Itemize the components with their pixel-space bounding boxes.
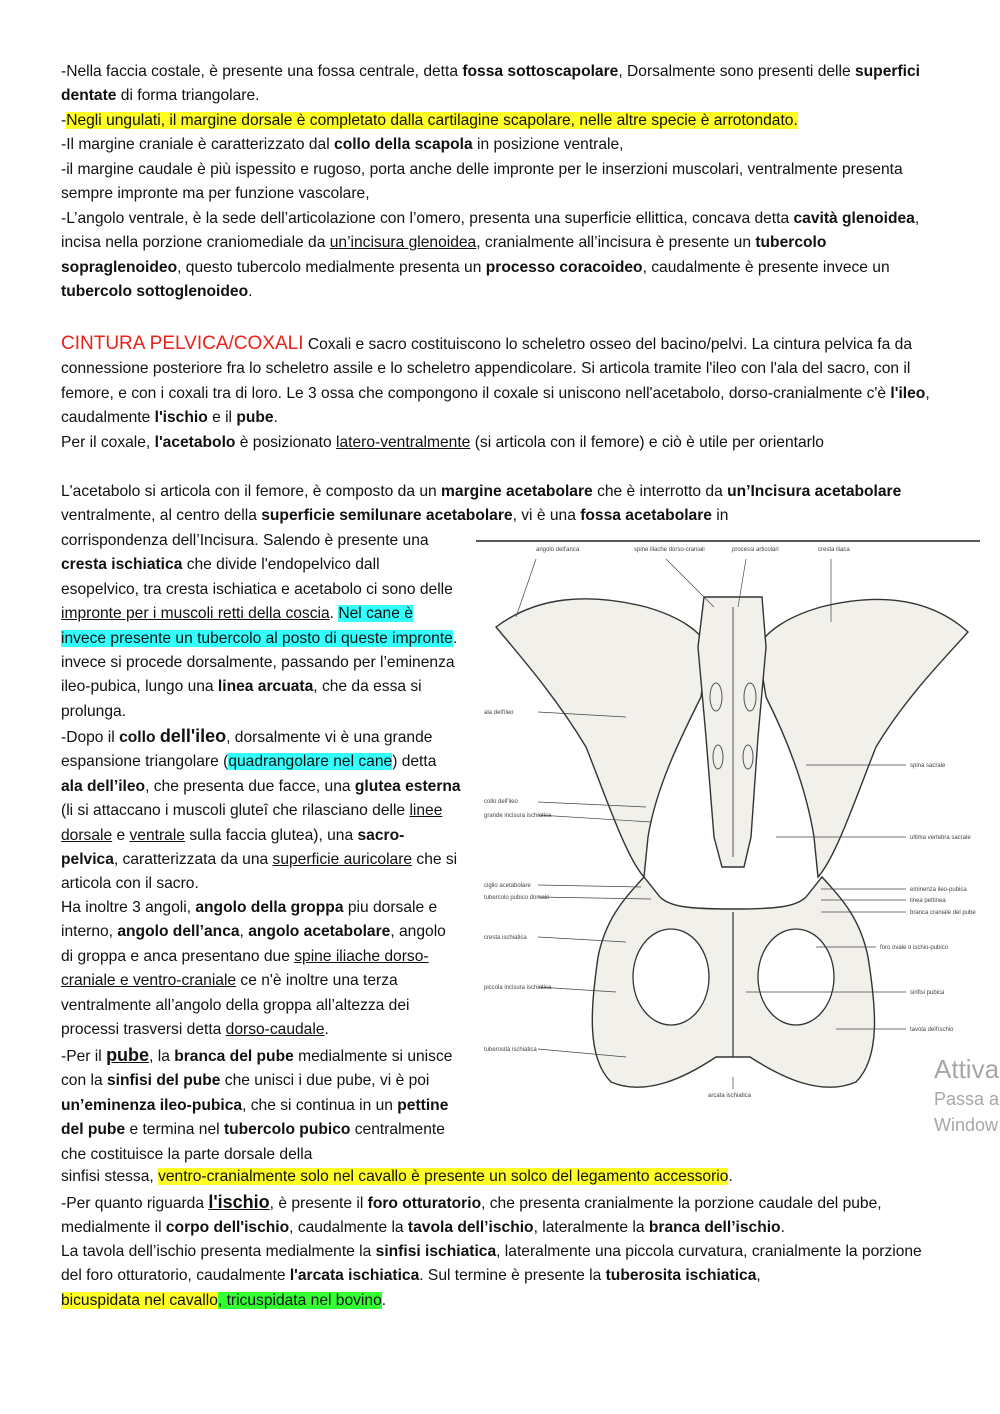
text: , caratterizzata da una: [113, 851, 273, 869]
label-right7: sinfisi pubica: [910, 990, 945, 996]
text: Ha inoltre 3 angoli,: [61, 899, 196, 916]
text: , che da essa si prolunga.: [61, 678, 422, 720]
text: medialmente si unisce con la: [61, 1048, 453, 1090]
paragraph-scapola-1: [61, 60, 937, 109]
text: piu dorsale e interno,: [61, 899, 438, 941]
term-glutea-esterna: glutea esterna: [354, 777, 461, 795]
paragraph-angoli: [61, 896, 461, 1042]
text: , è presente il: [269, 1195, 368, 1212]
label-right2: ultima vertebra sacrale: [910, 835, 971, 841]
text: in posizione ventrale,: [472, 136, 624, 153]
paragraph-ala-ileo: [61, 724, 461, 897]
label-right3: eminenza ileo-pubica: [910, 887, 967, 893]
text: Coxali e sacro costituiscono lo scheletro osseo del bacino/pelvi. La cintura pelvica fa da connessione posteriore fra lo scheletro assile e lo scheletro appendicolare. Si articola tramite l'ileo con l'ala del sacro, con il femore, e con i coxali tra di loro. Le 3 ossa che compongono il coxale si uniscono nell'acetabolo, dorso-cranialmente c'è: [61, 336, 912, 402]
text: , Dorsalmente sono presenti delle: [618, 63, 855, 80]
text: , che presenta cranialmente la porzione caudale del pube, medialmente il: [61, 1195, 882, 1237]
term-tubercolo-pubico: tubercolo pubico: [223, 1121, 351, 1139]
text: in: [711, 507, 729, 525]
watermark-line-2: Passa a: [934, 1089, 1000, 1109]
text: . Sul termine è presente la: [419, 1267, 606, 1285]
text: , che presenta due facce, una: [145, 777, 355, 795]
paragraph-scapola-3: [61, 133, 937, 157]
label-top4: cresta iliaca: [818, 547, 850, 553]
text: , vi è una: [512, 507, 581, 525]
term-corpo-ischio: corpo dell'ischio: [165, 1219, 290, 1237]
text: , dorsalmente vi è una grande espansione triangolare (: [61, 729, 433, 771]
term-ischio: l'ischio: [154, 409, 208, 427]
term-margine-acetabolare: margine acetabolare: [441, 483, 593, 500]
highlight-yellow: bicuspidata nel cavallo: [61, 1292, 218, 1309]
label-left2: collo dell'ileo: [484, 799, 518, 805]
term-angolo-acetabolare: angolo acetabolare: [248, 923, 391, 941]
text: ) detta: [392, 753, 437, 771]
term-ileo: l'ileo: [890, 384, 926, 402]
paragraph-cintura-1: [61, 332, 937, 431]
text: -Per il: [61, 1048, 107, 1065]
term-angolo-groppa: angolo della groppa: [195, 899, 344, 916]
watermark-line-1: Attiva: [934, 1054, 1000, 1084]
text: sulla faccia glutea), una: [184, 826, 358, 844]
term-linea-arcuata: linea arcuata: [217, 678, 314, 696]
text: .: [248, 283, 253, 301]
label-bottom1: arcata ischiatica: [708, 1093, 752, 1099]
term-superfici-dentate: superfici dentate: [61, 63, 920, 105]
text: , caudalmente la: [289, 1219, 408, 1237]
pelvis-bones: [496, 597, 968, 1087]
text: , lateralmente una piccola curvatura, cranialmente la porzione del foro otturatorio, caudalmente: [61, 1243, 922, 1285]
label-right5: branca craniale del pube: [910, 910, 976, 916]
text: che si articola con il sacro.: [61, 851, 458, 893]
term-eminenza-ileo-pubica: un’eminenza ileo-pubica: [61, 1096, 243, 1114]
watermark-line-3: Window: [934, 1115, 999, 1135]
term-tubercolo-sopraglenoideo: tubercolo sopraglenoideo: [61, 234, 827, 276]
text: . invece si procede dorsalmente, passando per l’eminenza ileo-pubica, lungo una: [61, 629, 458, 696]
text: -L’angolo ventrale, è la sede dell’articolazione con l’omero, presenta una superficie ellittica, concava detta: [61, 210, 794, 227]
term-superficie-auricolare: superficie auricolare: [272, 851, 413, 869]
label-left3: grande incisura ischiatica: [484, 813, 552, 819]
text: .: [329, 605, 339, 623]
highlight-yellow: ventro-cranialmente solo nel cavallo è presente un solco del legamento accessorio: [158, 1168, 729, 1185]
term-foro-otturatorio: foro otturatorio: [367, 1195, 482, 1212]
label-right4: linea pettinea: [910, 898, 946, 904]
text: , che si continua in un: [242, 1096, 398, 1114]
paragraph-ischio: [61, 1190, 937, 1241]
term-cresta-ischiatica: cresta ischiatica: [61, 556, 183, 574]
text: centralmente che costituisce la parte dorsale della: [61, 1121, 445, 1163]
term-processo-coracoideo: processo coracoideo: [485, 258, 643, 276]
term-angolo-anca: angolo dell’anca: [117, 923, 240, 941]
text: sinfisi stessa,: [61, 1168, 159, 1185]
section-title: CINTURA PELVICA/COXALI: [61, 333, 304, 354]
text: , cranialmente all’incisura è presente un: [476, 234, 756, 252]
term-tubercolo-sottoglenoideo: tubercolo sottoglenoideo: [61, 283, 249, 301]
text: che unisci i due pube, vi è poi: [220, 1072, 430, 1090]
text: ,: [239, 923, 249, 941]
term-acetabolo: l'acetabolo: [154, 434, 236, 451]
text: .: [273, 409, 278, 427]
sacrum: [698, 597, 766, 867]
text: -Il margine craniale è caratterizzato dal: [61, 136, 335, 153]
paragraph-cintura-2: [61, 431, 937, 455]
term-incisura-acetabolare: un’Incisura acetabolare: [727, 483, 902, 500]
text: -Per quanto riguarda: [61, 1195, 209, 1212]
term-ala-ileo: ala dell’ileo: [61, 777, 146, 795]
text: e il: [207, 409, 237, 427]
label-left5: tubercolo pubico dorsale: [484, 895, 550, 901]
right-obturator-foramen: [758, 929, 834, 1025]
label-top3: processi articolari: [732, 547, 779, 553]
term-spine-iliache: spine iliache dorso-craniale e ventro-craniale: [61, 947, 429, 990]
text: , lateralmente la: [533, 1219, 649, 1237]
left-ilium: [496, 599, 708, 877]
term-tavola-ischio: tavola dell’ischio: [407, 1219, 534, 1237]
term-ventrale: ventrale: [129, 826, 185, 844]
text: , la: [149, 1048, 175, 1065]
highlight-green: , tricuspidata nel bovino: [217, 1292, 382, 1309]
text: La tavola dell’ischio presenta medialmente la: [61, 1243, 376, 1260]
paragraph-scapola-4: -il margine caudale è più ispessito e rugoso, porta anche delle impronte per le inserzioni muscolari, ventralmente presenta sempre impronte ma per funzione vascolare,: [61, 161, 903, 203]
term-superficie-semilunare: superficie semilunare acetabolare: [261, 507, 513, 525]
term-latero-ventralmente: latero-ventralmente: [336, 434, 471, 451]
term-collo-scapola: collo della scapola: [334, 136, 473, 153]
label-left8: tuberosità ischiatica: [484, 1047, 537, 1053]
term-tuberosita-ischiatica: tuberosita ischiatica: [605, 1267, 757, 1285]
text: , caudalmente: [61, 384, 930, 427]
paragraph-cuspidi: [61, 1289, 937, 1313]
text: (si articola con il femore) e ciò è utile per orientarlo: [470, 434, 824, 451]
label-left4: ciglio acetabolare: [484, 883, 531, 889]
term-dorso-caudale: dorso-caudale: [225, 1021, 325, 1039]
text: -: [61, 112, 67, 129]
term-linee-dorsale: linee dorsale: [61, 802, 443, 844]
label-left6: cresta ischiatica: [484, 935, 527, 941]
text: .: [381, 1292, 387, 1309]
paragraph-acetabolo: [61, 480, 937, 529]
term-sacro-pelvica: sacro-pelvica: [61, 826, 405, 869]
text: , questo tubercolo medialmente presenta un: [177, 258, 486, 276]
term-pube: pube: [106, 1045, 150, 1065]
text: Per il coxale,: [61, 434, 155, 451]
label-top1: angolo dell'anca: [536, 547, 580, 553]
label-right1: spina sacrale: [910, 763, 946, 769]
text: che è interrotto da: [592, 483, 728, 500]
paragraph-scapola-5: [61, 207, 937, 305]
paragraph-pube: [61, 1043, 461, 1167]
term-branca-pube: branca del pube: [174, 1048, 294, 1065]
text: ce n'è inoltre una terza ventralmente all’angolo della groppa all’altezza dei processi trasversi detta: [61, 972, 410, 1039]
term-dell-ileo: dell'ileo: [159, 726, 227, 746]
text: , incisa nella porzione craniomediale da: [61, 210, 920, 252]
text: -Nella faccia costale, è presente una fossa centrale, detta: [61, 63, 463, 80]
term-collo: collo: [119, 729, 160, 746]
term-cavita-glenoidea: cavità glenoidea: [793, 210, 915, 227]
term-branca-ischio: branca dell’ischio: [648, 1219, 781, 1237]
label-right8: tavola dell'ischio: [910, 1027, 954, 1033]
term-sinfisi-pube: sinfisi del pube: [106, 1072, 221, 1090]
term-pettine-pube: pettine del pube: [61, 1096, 449, 1139]
term-sinfisi-ischiatica: sinfisi ischiatica: [375, 1243, 497, 1260]
term-fossa-acetabolare: fossa acetabolare: [580, 507, 712, 525]
pelvis-drawing: [476, 537, 980, 1145]
label-top2: spine iliache dorso-craniali: [634, 547, 705, 553]
text: , caudalmente è presente invece un: [642, 258, 890, 276]
text: .: [780, 1219, 785, 1237]
text: e: [112, 826, 130, 844]
paragraph-cresta: [61, 529, 461, 724]
term-fossa-sottoscapolare: fossa sottoscapolare: [462, 63, 619, 80]
text: -Dopo il: [61, 729, 120, 746]
text: corrispondenza dell’Incisura. Salendo è presente una: [61, 532, 429, 549]
text: ventralmente, al centro della: [61, 507, 262, 525]
text: e termina nel: [125, 1121, 224, 1139]
paragraph-sinfisi: [61, 1165, 937, 1189]
term-incisura-glenoidea: un’incisura glenoidea: [329, 234, 477, 252]
activation-watermark: [934, 1052, 999, 1138]
text: L'acetabolo si articola con il femore, è composto da un: [61, 483, 442, 500]
label-right6: foro ovale o ischio-pubico: [880, 945, 949, 951]
paragraph-tavola: [61, 1240, 937, 1289]
pelvis-illustration: [476, 537, 980, 1145]
text: che divide l'endopelvico dall esopelvico, tra cresta ischiatica e acetabolo ci sono delle: [61, 556, 453, 598]
highlight-yellow: Negli ungulati, il margine dorsale è completato dalla cartilagine scapolare, nelle altre specie è arrotondato.: [66, 112, 798, 129]
text: è posizionato: [235, 434, 337, 451]
highlight-cyan: Nel cane è invece presente un tubercolo al posto di queste impronte: [61, 605, 453, 647]
highlight-cyan: quadrangolare nel cane: [228, 753, 393, 771]
left-obturator-foramen: [633, 929, 709, 1025]
term-impronte-muscoli: impronte per i muscoli retti della coscia: [61, 605, 330, 623]
label-left7: piccola incisura ischiatica: [484, 985, 552, 991]
text: (li si attaccano i muscoli gluteî che rilasciano delle: [61, 802, 410, 820]
text: di forma triangolare.: [116, 87, 260, 105]
text: ,: [756, 1267, 761, 1285]
text: , angolo di groppa e anca presentano due: [61, 923, 446, 965]
paragraph-scapola-2: [61, 109, 937, 133]
term-pube: pube: [236, 409, 274, 427]
label-left1: ala dell'ileo: [484, 710, 514, 716]
term-arcata-ischiatica: l'arcata ischiatica: [289, 1267, 420, 1285]
term-ischio: l'ischio: [208, 1192, 270, 1212]
text: .: [324, 1021, 329, 1039]
text: .: [728, 1168, 733, 1185]
